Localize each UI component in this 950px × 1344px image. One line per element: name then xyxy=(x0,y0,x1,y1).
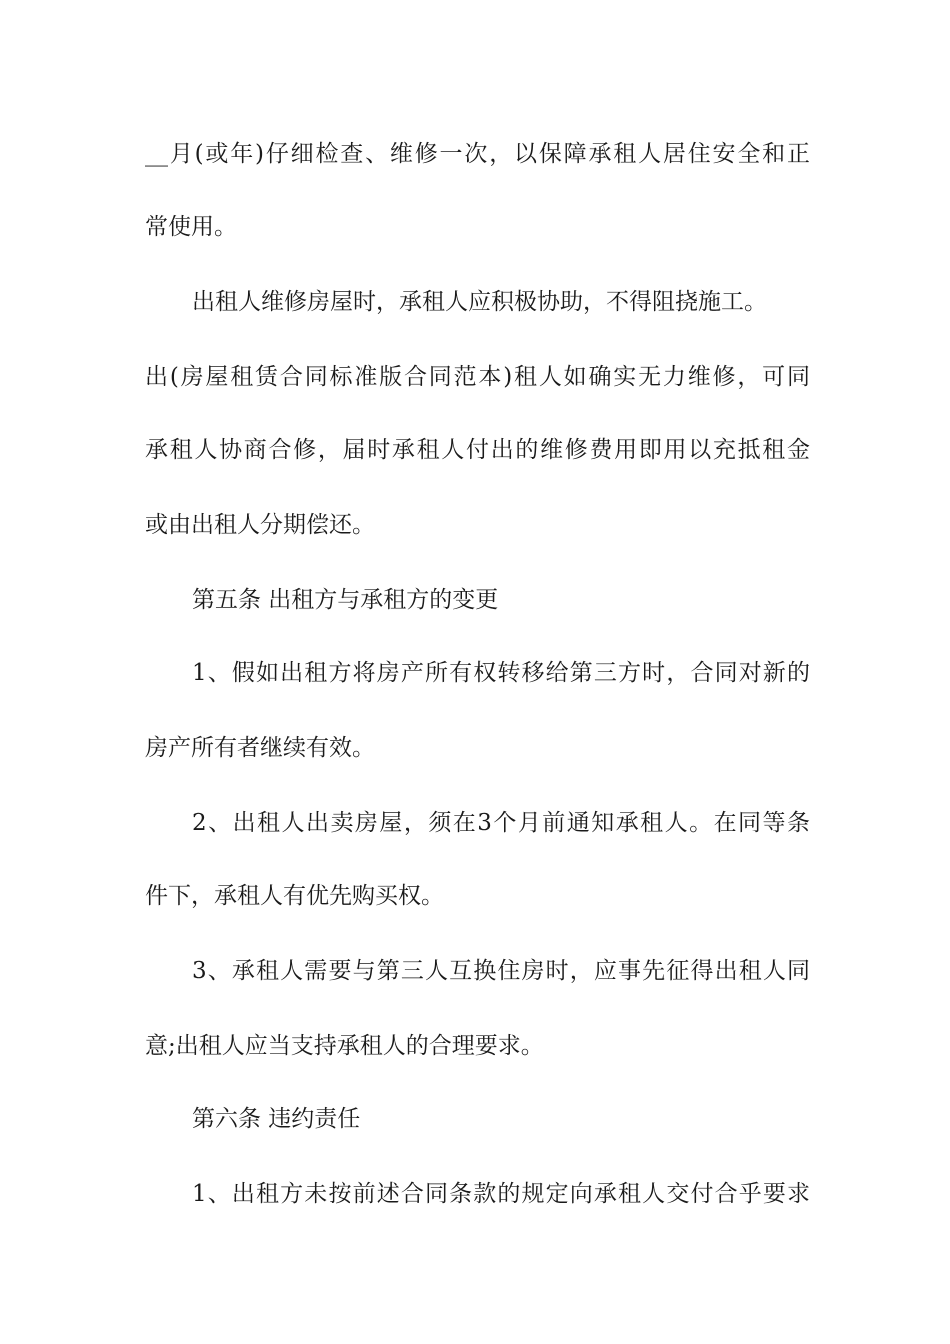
text-line: 3、承租人需要与第三人互换住房时，应事先征得出租人同 xyxy=(192,958,810,984)
text-line: 件下，承租人有优先购买权。 xyxy=(145,883,444,909)
text-line: 2、出租人出卖房屋，须在3个月前通知承租人。在同等条 xyxy=(192,810,810,836)
text-line: 出(房屋租赁合同标准版合同范本)租人如确实无力维修，可同 xyxy=(145,364,810,390)
text-line: __月(或年)仔细检查、维修一次，以保障承租人居住安全和正 xyxy=(145,141,810,167)
text-line: 出租人维修房屋时，承租人应积极协助，不得阻挠施工。 xyxy=(192,289,767,315)
text-line: 承租人协商合修，届时承租人付出的维修费用即用以充抵租金 xyxy=(145,437,810,463)
text-line: 1、假如出租方将房产所有权转移给第三方时，合同对新的 xyxy=(192,660,810,686)
text-line: 意;出租人应当支持承租人的合理要求。 xyxy=(145,1033,544,1059)
section-heading: 第六条 违约责任 xyxy=(192,1106,361,1132)
text-line: 常使用。 xyxy=(145,214,237,240)
text-line: 1、出租方未按前述合同条款的规定向承租人交付合乎要求 xyxy=(192,1181,810,1207)
text-line: 或由出租人分期偿还。 xyxy=(145,512,375,538)
text-line: 房产所有者继续有效。 xyxy=(145,735,375,761)
section-heading: 第五条 出租方与承租方的变更 xyxy=(192,587,499,613)
